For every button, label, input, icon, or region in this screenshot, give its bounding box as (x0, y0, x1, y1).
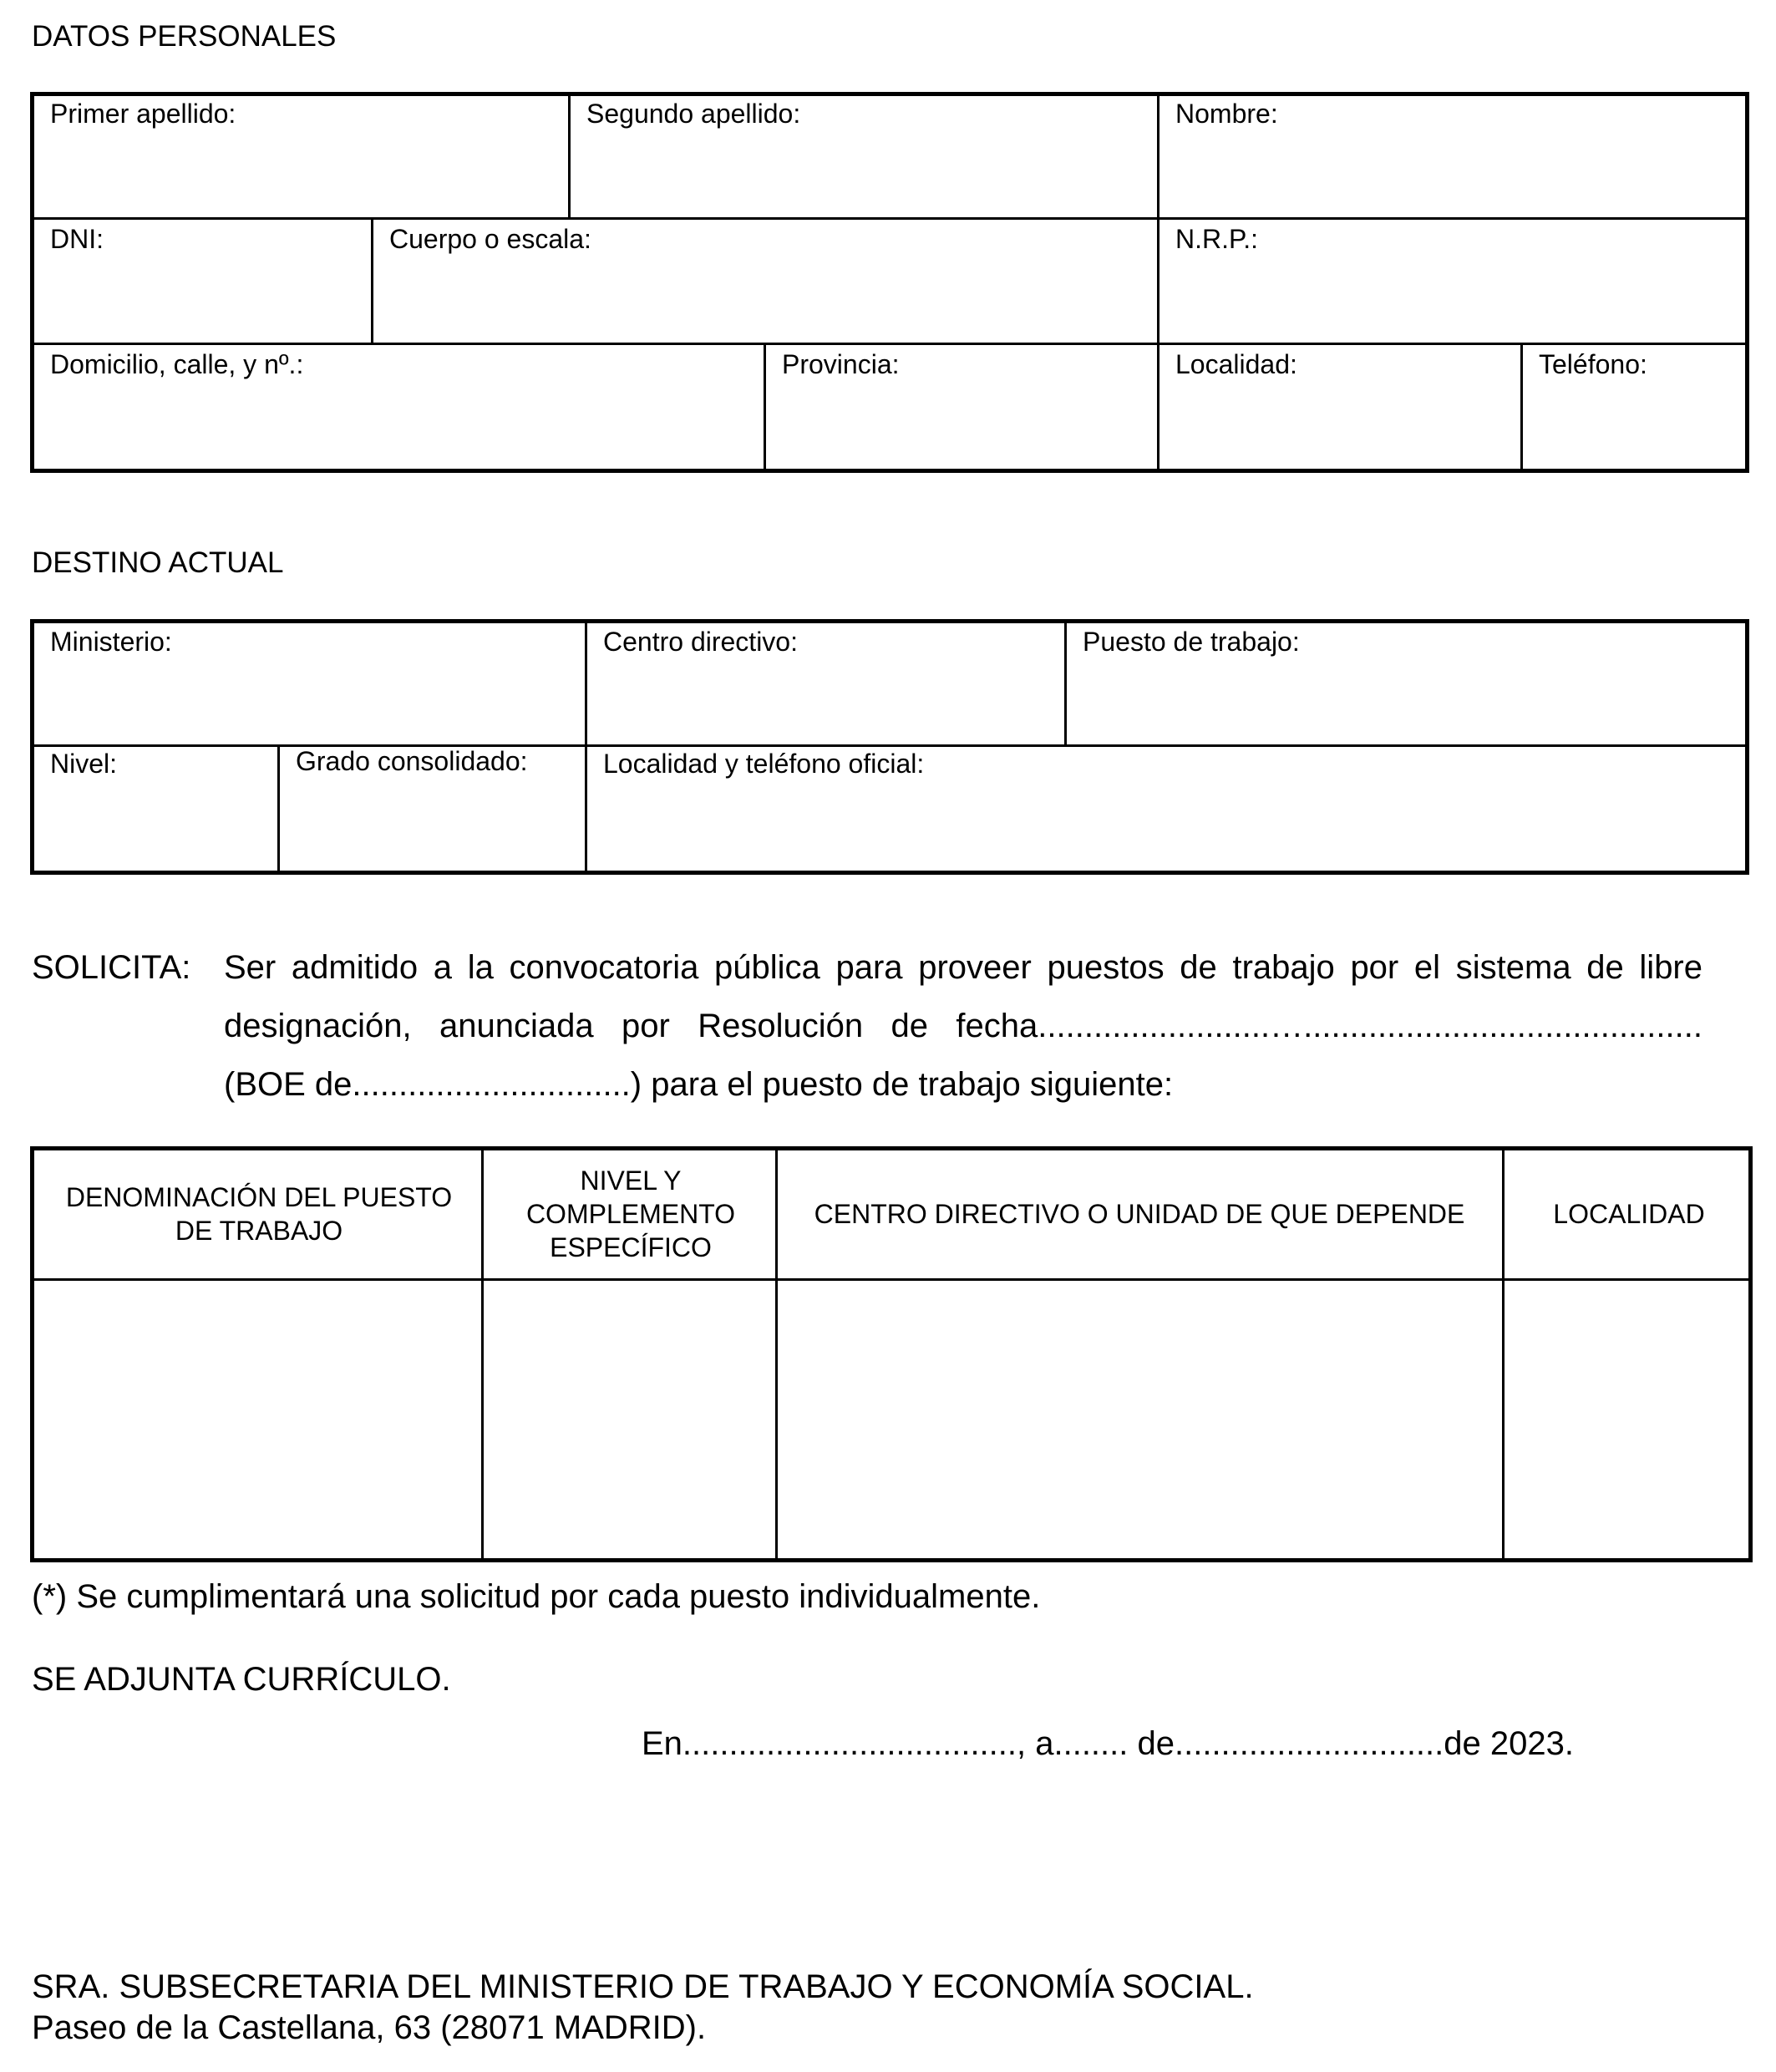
divider (1157, 92, 1159, 473)
field-domicilio[interactable]: Domicilio, calle, y nº.: (50, 349, 304, 379)
field-primer-apellido[interactable]: Primer apellido: (50, 99, 236, 129)
field-dni[interactable]: DNI: (50, 224, 104, 254)
field-grado-consolidado[interactable]: Grado consolidado: (296, 746, 528, 776)
divider (585, 619, 587, 875)
field-localidad[interactable]: Localidad: (1175, 349, 1297, 379)
solicita-line-1: Ser admitido a la convocatoria pública para proveer puestos de trabajo por el sistema de libre (224, 949, 1702, 986)
field-ministerio[interactable]: Ministerio: (50, 627, 172, 657)
cell-nivel[interactable] (484, 1282, 775, 1558)
divider (30, 343, 1749, 345)
field-nombre[interactable]: Nombre: (1175, 99, 1278, 129)
field-cuerpo-escala[interactable]: Cuerpo o escala: (389, 224, 591, 254)
divider (1064, 619, 1067, 744)
cell-centro-directivo[interactable] (778, 1282, 1502, 1558)
solicita-line-2: designación, anunciada por Resolución de fecha.........................…........................................... (224, 1008, 1702, 1044)
divider (371, 217, 373, 343)
column-header-nivel: NIVEL Y COMPLEMENTO ESPECÍFICO (525, 1166, 736, 1262)
field-segundo-apellido[interactable]: Segundo apellido: (586, 99, 801, 129)
field-puesto-trabajo[interactable]: Puesto de trabajo: (1083, 627, 1300, 657)
column-header-localidad: LOCALIDAD (1553, 1199, 1705, 1229)
field-centro-directivo[interactable]: Centro directivo: (603, 627, 798, 657)
place-date-line: En...................................., a........ de.............................de 2023. (642, 1725, 1574, 1762)
divider (30, 1278, 1753, 1281)
divider (30, 744, 1749, 747)
personal-data-table (30, 92, 1749, 473)
column-header-denominacion: DENOMINACIÓN DEL PUESTO DE TRABAJO (65, 1182, 453, 1246)
personal-data-heading: DATOS PERSONALES (32, 20, 337, 53)
divider (277, 744, 280, 875)
divider (30, 217, 1749, 220)
field-localidad-telefono-oficial[interactable]: Localidad y teléfono oficial: (603, 749, 925, 779)
field-telefono[interactable]: Teléfono: (1539, 349, 1647, 379)
attached-cv-note: SE ADJUNTA CURRÍCULO. (32, 1661, 451, 1698)
cell-denominacion[interactable] (34, 1282, 481, 1558)
solicita-label: SOLICITA: (32, 949, 191, 986)
field-nrp[interactable]: N.R.P.: (1175, 224, 1258, 254)
column-header-centro-directivo: CENTRO DIRECTIVO O UNIDAD DE QUE DEPENDE (814, 1199, 1465, 1229)
divider (764, 343, 766, 473)
addressee-line-1: SRA. SUBSECRETARIA DEL MINISTERIO DE TRABAJO Y ECONOMÍA SOCIAL. (32, 1968, 1254, 2005)
field-nivel[interactable]: Nivel: (50, 749, 118, 779)
addressee-line-2: Paseo de la Castellana, 63 (28071 MADRID). (32, 2009, 707, 2046)
current-post-heading: DESTINO ACTUAL (32, 546, 284, 579)
divider (568, 92, 571, 217)
current-post-table (30, 619, 1749, 875)
solicita-line-3: (BOE de..............................) para el puesto de trabajo siguiente: (224, 1066, 1174, 1103)
field-provincia[interactable]: Provincia: (782, 349, 900, 379)
footnote: (*) Se cumplimentará una solicitud por cada puesto individualmente. (32, 1578, 1041, 1615)
cell-localidad[interactable] (1505, 1282, 1748, 1558)
divider (1520, 343, 1523, 473)
